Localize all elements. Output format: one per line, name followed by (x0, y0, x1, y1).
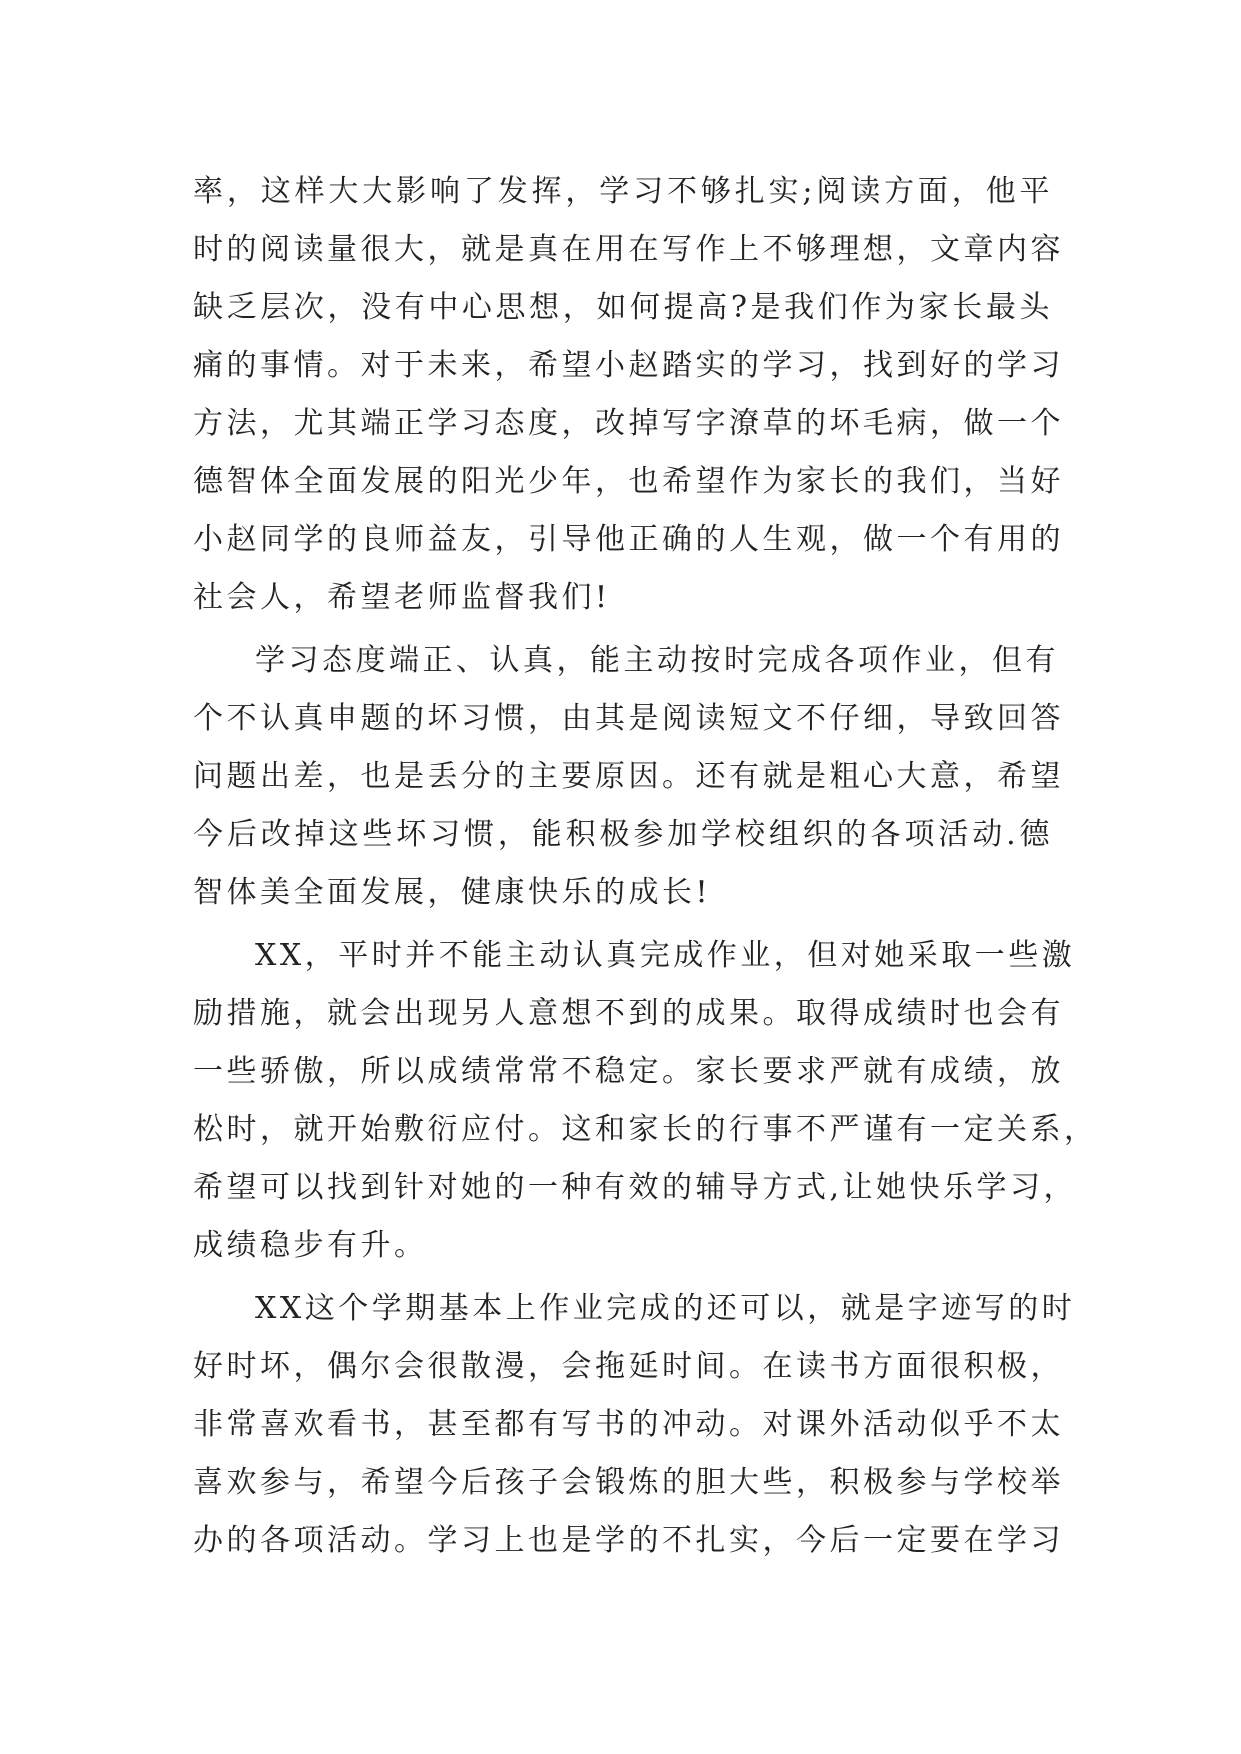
paragraph-4 (193, 1280, 1076, 1570)
text-line: 时的阅读量很大，就是真在用在写作上不够理想，文章内容 (193, 232, 1064, 267)
text-line: 非常喜欢看书，甚至都有写书的冲动。对课外活动似乎不太 (193, 1407, 1064, 1442)
text-line: 今后改掉这些坏习惯，能积极参加学校组织的各项活动.德 (193, 817, 1053, 852)
text-line: 痛的事情。对于未来，希望小赵踏实的学习，找到好的学习 (193, 348, 1064, 383)
text-line: 小赵同学的良师益友，引导他正确的人生观，做一个有用的 (193, 522, 1064, 557)
paragraph-1 (193, 163, 1064, 627)
text-line: 问题出差，也是丢分的主要原因。还有就是粗心大意，希望 (193, 759, 1064, 794)
paragraph-3 (193, 927, 1098, 1275)
text-line: 好时坏，偶尔会很散漫，会拖延时间。在读书方面很积极， (193, 1349, 1064, 1384)
text-line: 成绩稳步有升。 (193, 1228, 428, 1263)
text-line: 社会人，希望老师监督我们! (193, 580, 611, 615)
text-line: XX，平时并不能主动认真完成作业，但对她采取一些激 (255, 938, 1076, 973)
document-body (193, 163, 1098, 1570)
text-line: 学习态度端正、认真，能主动按时完成各项作业，但有 (255, 643, 1059, 678)
paragraph-2 (193, 632, 1064, 922)
text-line: 个不认真申题的坏习惯，由其是阅读短文不仔细，导致回答 (193, 701, 1064, 736)
text-line: 方法，尤其端正学习态度，改掉写字潦草的坏毛病，做一个 (193, 406, 1064, 441)
text-line: 松时，就开始敷衍应付。这和家长的行事不严谨有一定关系， (193, 1112, 1098, 1147)
text-line: 缺乏层次，没有中心思想，如何提高?是我们作为家长最头 (193, 290, 1053, 325)
text-line: 智体美全面发展，健康快乐的成长! (193, 875, 712, 910)
text-line: 希望可以找到针对她的一种有效的辅导方式,让她快乐学习， (193, 1170, 1078, 1205)
text-line: 励措施，就会出现另人意想不到的成果。取得成绩时也会有 (193, 996, 1064, 1031)
text-line: 喜欢参与，希望今后孩子会锻炼的胆大些，积极参与学校举 (193, 1465, 1064, 1500)
text-line: 一些骄傲，所以成绩常常不稳定。家长要求严就有成绩，放 (193, 1054, 1064, 1089)
text-line: 率，这样大大影响了发挥，学习不够扎实;阅读方面，他平 (193, 174, 1053, 209)
text-line: XX这个学期基本上作业完成的还可以，就是字迹写的时 (255, 1291, 1076, 1326)
text-line: 德智体全面发展的阳光少年，也希望作为家长的我们，当好 (193, 464, 1064, 499)
text-line: 办的各项活动。学习上也是学的不扎实，今后一定要在学习 (193, 1523, 1064, 1558)
